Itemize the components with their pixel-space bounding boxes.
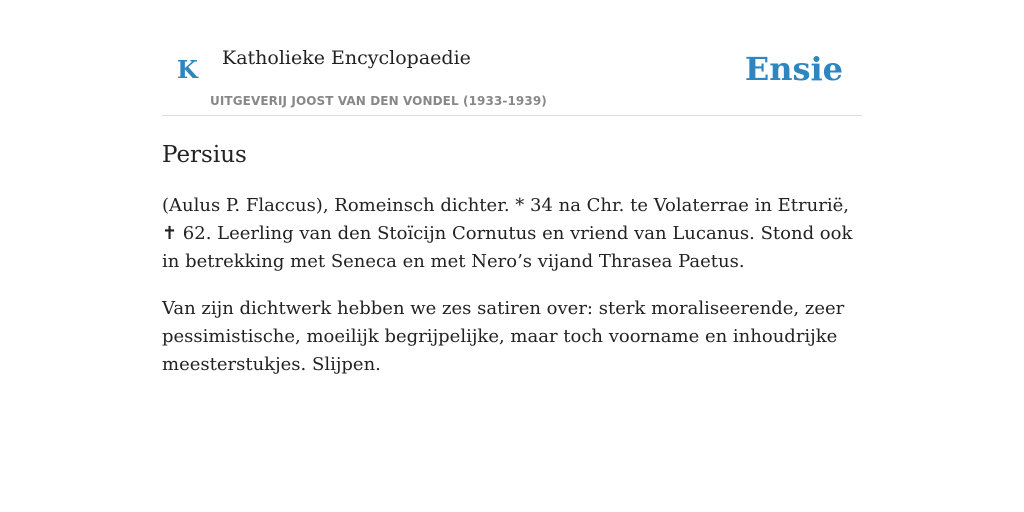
page xyxy=(162,0,862,375)
site-logo[interactable]: Ensie xyxy=(744,50,843,88)
book-logo[interactable]: K xyxy=(177,55,198,84)
article-paragraph: (Aulus P. Flaccus), Romeinsch dichter. * 34 na Chr. te Volaterrae in Etrurië, ✝ 62. Leerling van den Stoïcijn Cornutus en vriend van Lucanus. Stond ook in betrekking met Seneca en met Nero’s vijand Thrasea Paetus. xyxy=(162,195,853,272)
header xyxy=(162,0,862,116)
book-title[interactable]: Katholieke Encyclopaedie xyxy=(222,47,471,69)
publisher-label: UITGEVERIJ JOOST VAN DEN VONDEL (1933-1939) xyxy=(210,94,547,108)
article-title: Persius xyxy=(162,142,247,168)
article-body xyxy=(162,192,862,398)
article-paragraph: Van zijn dichtwerk hebben we zes satiren over: sterk moraliseerende, zeer pessimistische, moeilijk begrijpelijke, maar toch voorname en inhoudrijke meesterstukjes. Slijpen. xyxy=(162,298,845,375)
